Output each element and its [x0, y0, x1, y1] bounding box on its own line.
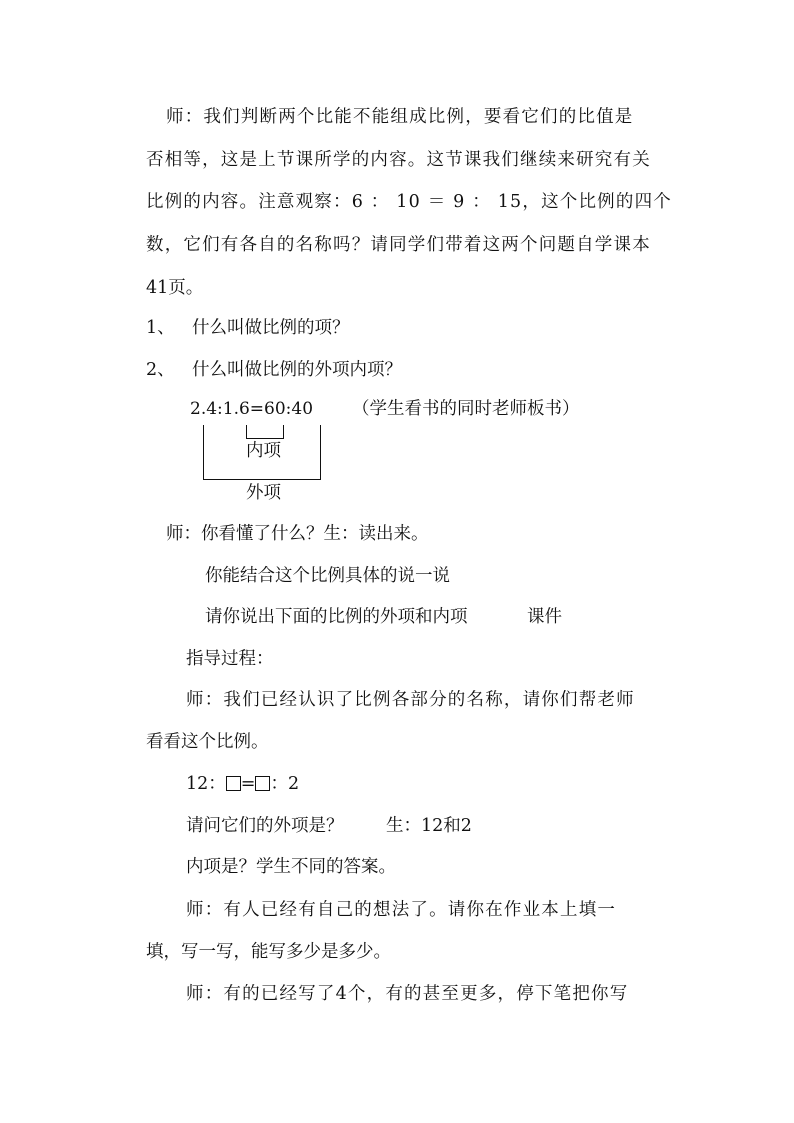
intro-line-3: 比例的内容。注意观察：6 ： 10 ＝ 9 ： 15，这个比例的四个 [146, 192, 672, 212]
blank-box-2 [255, 776, 270, 791]
dialogue-line-e-question: 请问它们的外项是？ [186, 816, 344, 836]
dialogue-line-f: 内项是？学生不同的答案。 [186, 857, 396, 877]
dialogue-line-d1: 师：我们已经认识了比例各部分的名称，请你们帮老师 [186, 690, 635, 710]
outer-bracket-right [320, 425, 321, 480]
guide-heading: 指导过程： [186, 649, 274, 669]
dialogue-line-c: 请你说出下面的比例的外项和内项 [205, 607, 468, 627]
blank-proportion [186, 773, 299, 795]
inner-term-label: 内项 [246, 441, 281, 461]
proportion-example: 2.4:1.6=60:40 [190, 399, 314, 419]
dialogue-line-e-answer: 生：12和2 [386, 816, 472, 836]
dialogue-line-g2: 填，写一写，能写多少是多少。 [146, 942, 391, 962]
dialogue-line-h: 师：有的已经写了4个，有的甚至更多，停下笔把你写 [186, 984, 629, 1004]
courseware-label: 课件 [527, 607, 562, 627]
question-1-number: 1、 [146, 318, 175, 338]
equation-right: ：2 [270, 774, 300, 794]
intro-line-4: 数，它们有各自的名称吗？请同学们带着这两个问题自学课本 [146, 235, 651, 255]
board-note: （学生看书的同时老师板书） [352, 399, 580, 419]
inner-bracket-left [246, 425, 247, 439]
intro-line-1: 师：我们判断两个比能不能组成比例，要看它们的比值是 [166, 107, 634, 127]
outer-bracket-bottom [203, 479, 321, 480]
inner-bracket-right [283, 425, 284, 439]
question-1-text: 什么叫做比例的项？ [192, 318, 350, 338]
question-2-text: 什么叫做比例的外项内项？ [192, 360, 402, 380]
question-2-number: 2、 [146, 360, 175, 380]
outer-bracket-left [203, 425, 204, 480]
outer-term-label: 外项 [246, 483, 281, 503]
dialogue-line-a: 师：你看懂了什么？生：读出来。 [166, 524, 429, 544]
blank-box-1 [226, 776, 241, 791]
dialogue-line-d2: 看看这个比例。 [146, 732, 269, 752]
intro-line-2: 否相等，这是上节课所学的内容。这节课我们继续来研究有关 [146, 150, 651, 170]
equation-left: 12： [186, 774, 226, 794]
intro-line-5: 41页。 [146, 278, 204, 298]
dialogue-line-b: 你能结合这个比例具体的说一说 [205, 566, 450, 586]
equation-equals: = [240, 774, 256, 794]
dialogue-line-g1: 师：有人已经有自己的想法了。请你在作业本上填一 [186, 900, 617, 920]
